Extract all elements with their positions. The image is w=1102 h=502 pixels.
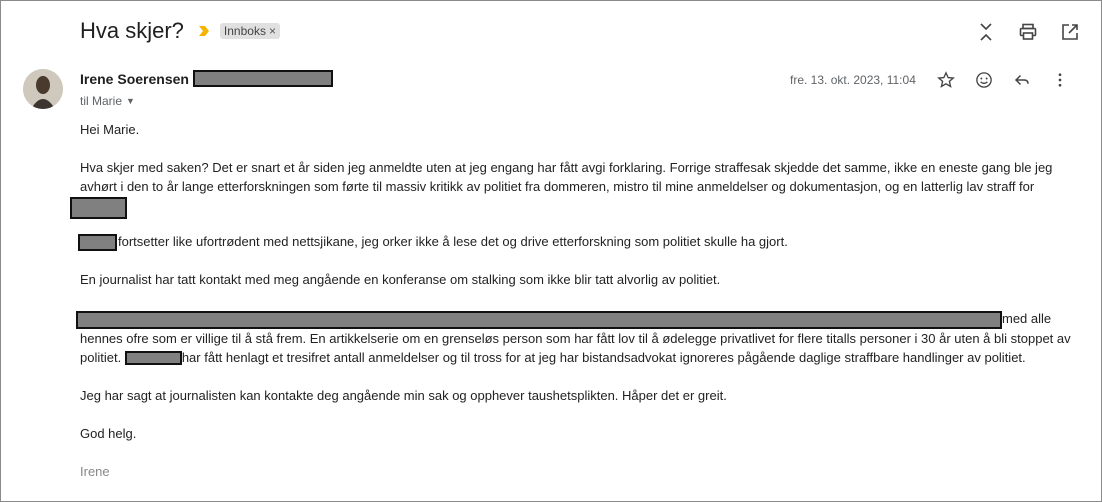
open-in-new-icon[interactable]: [1060, 22, 1080, 42]
paragraph-1: [80, 158, 1080, 196]
print-icon[interactable]: [1018, 22, 1038, 42]
redaction-box: [125, 351, 182, 365]
subject-title: Hva skjer?: [80, 18, 184, 43]
message-date: fre. 13. okt. 2023, 11:04: [790, 73, 916, 87]
sender-name[interactable]: Irene Soerensen: [80, 70, 189, 87]
recipient-line: [80, 94, 135, 108]
paragraph-4c-text: har fått henlagt et tresifret antall anmeldelser og til tross for at jeg har bistandsadvokat ignoreres pågående daglige straffbare handlinger av politiet.: [181, 349, 1026, 365]
paragraph-2-text: fortsetter like ufortrødent med nettsjikane, jeg orker ikke å lese det og drive etterforskning som politiet skulle ha gjort.: [118, 234, 788, 249]
emoji-icon[interactable]: [974, 70, 994, 90]
paragraph-5: Jeg har sagt at journalisten kan kontakte deg angående min sak og opphever taushetsplikten. Håper det er greit.: [80, 387, 727, 403]
paragraph-1-text: Hva skjer med saken? Det er snart et år siden jeg anmeldte uten at jeg engang har fått avgi forklaring. Forrige straffesak skjedde det samme, ikke en eneste gang ble jeg avhørt i den to år lange etterforskningen som førte til massiv kritikk av politiet fra dommeren, mistro til mine anmeldelser og dokumentasjon, og en latterlig lav straff for: [80, 160, 1053, 194]
star-icon[interactable]: [936, 70, 956, 90]
subject-row: [80, 18, 280, 44]
message-body: [80, 120, 1080, 481]
redaction-box: [76, 311, 1002, 329]
redaction-box: [70, 197, 127, 219]
remove-label-button[interactable]: ×: [268, 24, 276, 38]
greeting: Hei Marie.: [80, 122, 140, 137]
paragraph-4a-text: med alle: [1002, 311, 1052, 327]
redaction-box: [78, 234, 117, 251]
paragraph-2: [80, 232, 1080, 251]
redacted-name-1: [70, 197, 1080, 219]
recipient-text: til Marie: [80, 94, 123, 108]
thread-toolbar: [976, 22, 1080, 42]
importance-marker-icon[interactable]: [198, 25, 210, 37]
closing: God helg.: [80, 425, 137, 441]
sender-row: [80, 70, 333, 87]
chevron-down-icon[interactable]: ▼: [126, 96, 135, 106]
signature: Irene: [80, 463, 110, 479]
redacted-email-address: [193, 70, 333, 87]
more-vert-icon[interactable]: [1050, 70, 1070, 90]
paragraph-4: [80, 309, 1080, 367]
paragraph-4b-text: hennes ofre som er villige til å stå frem. En artikkelserie om en grenseløs person som har fått lov til å ødelegge privatlivet for flere titalls personer i 30 år uten å bli stoppet av politiet.: [80, 330, 1071, 365]
reply-icon[interactable]: [1012, 70, 1032, 90]
paragraph-3: En journalist har tatt kontakt med meg angående en konferanse om stalking som ikke blir tatt alvorlig av politiet.: [80, 272, 721, 288]
inbox-label-text: Innboks: [223, 24, 266, 38]
avatar[interactable]: [23, 69, 63, 109]
message-actions: [936, 70, 1070, 90]
inbox-label-chip: [220, 23, 280, 39]
collapse-icon[interactable]: [976, 22, 996, 42]
